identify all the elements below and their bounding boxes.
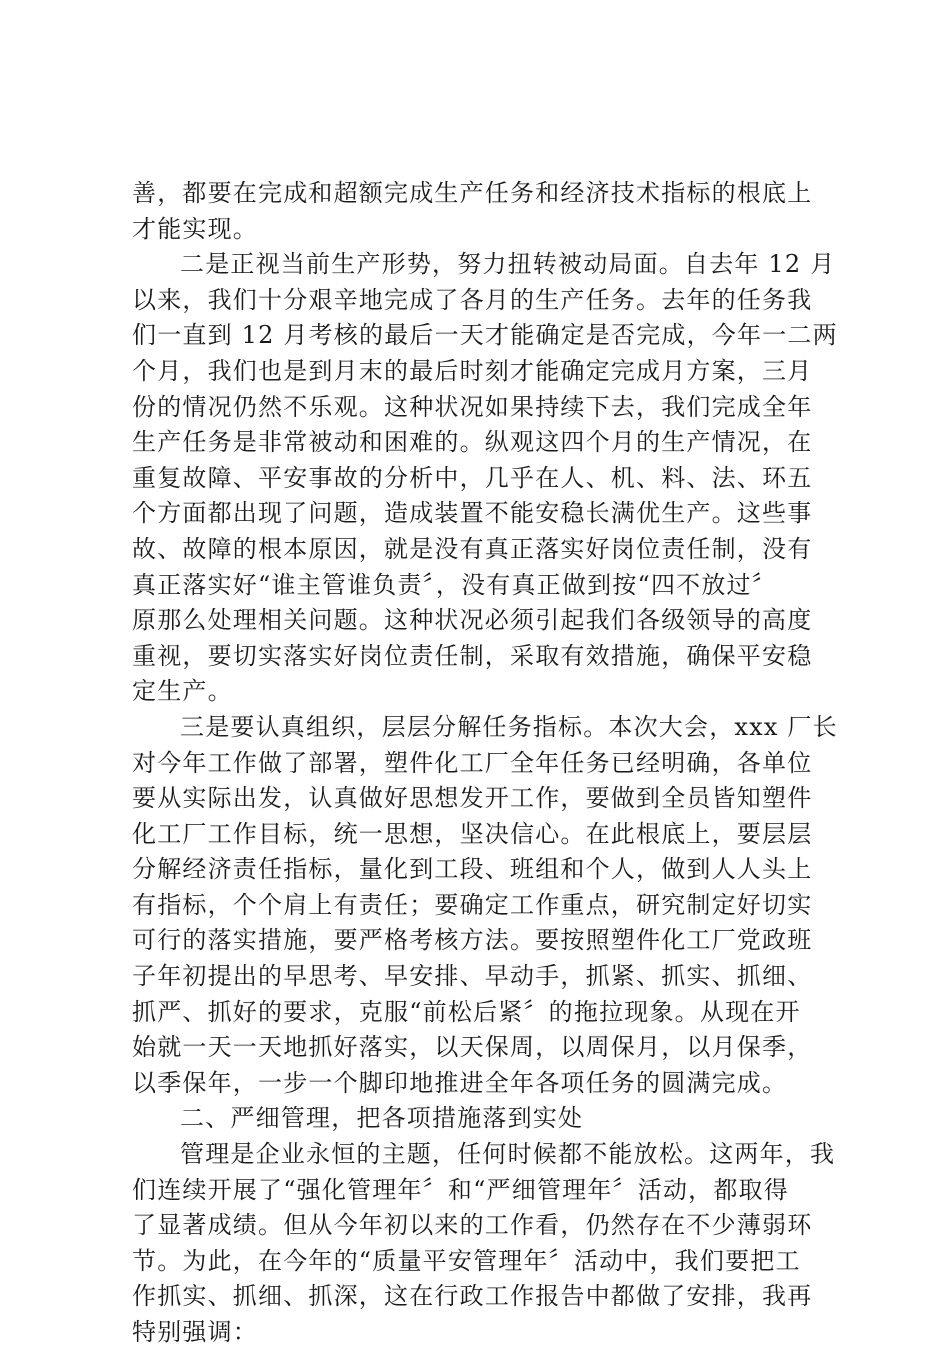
text-line: 们连续开展了“强化管理年〞和“严细管理年〞活动，都取得: [132, 1175, 789, 1204]
text-line: 真正落实好“谁主管谁负责〞，没有真正做到按“四不放过〞: [132, 570, 777, 599]
text-line: 以季保年，一步一个脚印地推进全年各项任务的圆满完成。: [132, 1068, 788, 1097]
text-line: 们一直到 12 月考核的最后一天才能确定是否完成，今年一二两: [132, 321, 838, 350]
text-line: 故、故障的根本原因，就是没有真正落实好岗位责任制，没有: [132, 534, 813, 563]
text-line: 重复故障、平安事故的分析中，几乎在人、机、料、法、环五: [132, 463, 813, 492]
text-line: 原那么处理相关问题。这种状况必须引起我们各级领导的高度: [132, 606, 813, 635]
text-line: 个方面都出现了问题，造成装置不能安稳长满优生产。这些事: [132, 499, 813, 528]
text-line: 生产任务是非常被动和困难的。纵观这四个月的生产情况，在: [132, 428, 813, 457]
text-line: 才能实现。: [132, 214, 258, 243]
text-line: 始就一天一天地抓好落实，以天保周，以周保月，以月保季，: [132, 1033, 813, 1062]
text-line: 对今年工作做了部署，塑件化工厂全年任务已经明确，各单位: [132, 748, 813, 777]
text-line: 作抓实、抓细、抓深，这在行政工作报告中都做了安排，我再: [132, 1282, 813, 1311]
text-line: 子年初提出的早思考、早安排、早动手，抓紧、抓实、抓细、: [132, 962, 813, 991]
text-line: 定生产。: [132, 677, 233, 706]
body-text: [132, 176, 838, 1351]
text-line: 抓严、抓好的要求，克服“前松后紧〞的拖拉现象。从现在开: [132, 997, 801, 1026]
text-line: 分解经济责任指标，量化到工段、班组和个人，做到人人头上: [132, 855, 813, 884]
section-heading: 二、严细管理，把各项措施落到实处: [180, 1104, 584, 1133]
text-line: 特别强调：: [132, 1318, 258, 1346]
paragraph-start-line: 三是要认真组织，层层分解任务指标。本次大会，xxx 厂长: [180, 712, 838, 741]
text-line: 有指标，个个肩上有责任；要确定工作重点，研究制定好切实: [132, 890, 813, 919]
text-line: 化工厂工作目标，统一思想，坚决信心。在此根底上，要层层: [132, 819, 813, 848]
text-line: 个月，我们也是到月末的最后时刻才能确定完成月方案，三月: [132, 356, 813, 385]
text-line: 善，都要在完成和超额完成生产任务和经济技术指标的根底上: [132, 179, 813, 207]
text-line: 重视，要切实落实好岗位责任制，采取有效措施，确保平安稳: [132, 641, 813, 670]
text-line: 可行的落实措施，要严格考核方法。要按照塑件化工厂党政班: [132, 926, 813, 955]
text-line: 了显著成绩。但从今年初以来的工作看，仍然存在不少薄弱环: [132, 1211, 813, 1240]
text-line: 节。为此，在今年的“质量平安管理年〞活动中，我们要把工: [132, 1246, 801, 1275]
paragraph-start-line: 二是正视当前生产形势，努力扭转被动局面。自去年 12 月: [180, 250, 836, 279]
text-line: 要从实际出发，认真做好思想发开工作，要做到全员皆知塑件: [132, 784, 813, 813]
text-line: 以来，我们十分艰辛地完成了各月的生产任务。去年的任务我: [132, 285, 813, 314]
paragraph-start-line: 管理是企业永恒的主题，任何时候都不能放松。这两年，我: [180, 1140, 836, 1169]
text-line: 份的情况仍然不乐观。这种状况如果持续下去，我们完成全年: [132, 392, 813, 421]
